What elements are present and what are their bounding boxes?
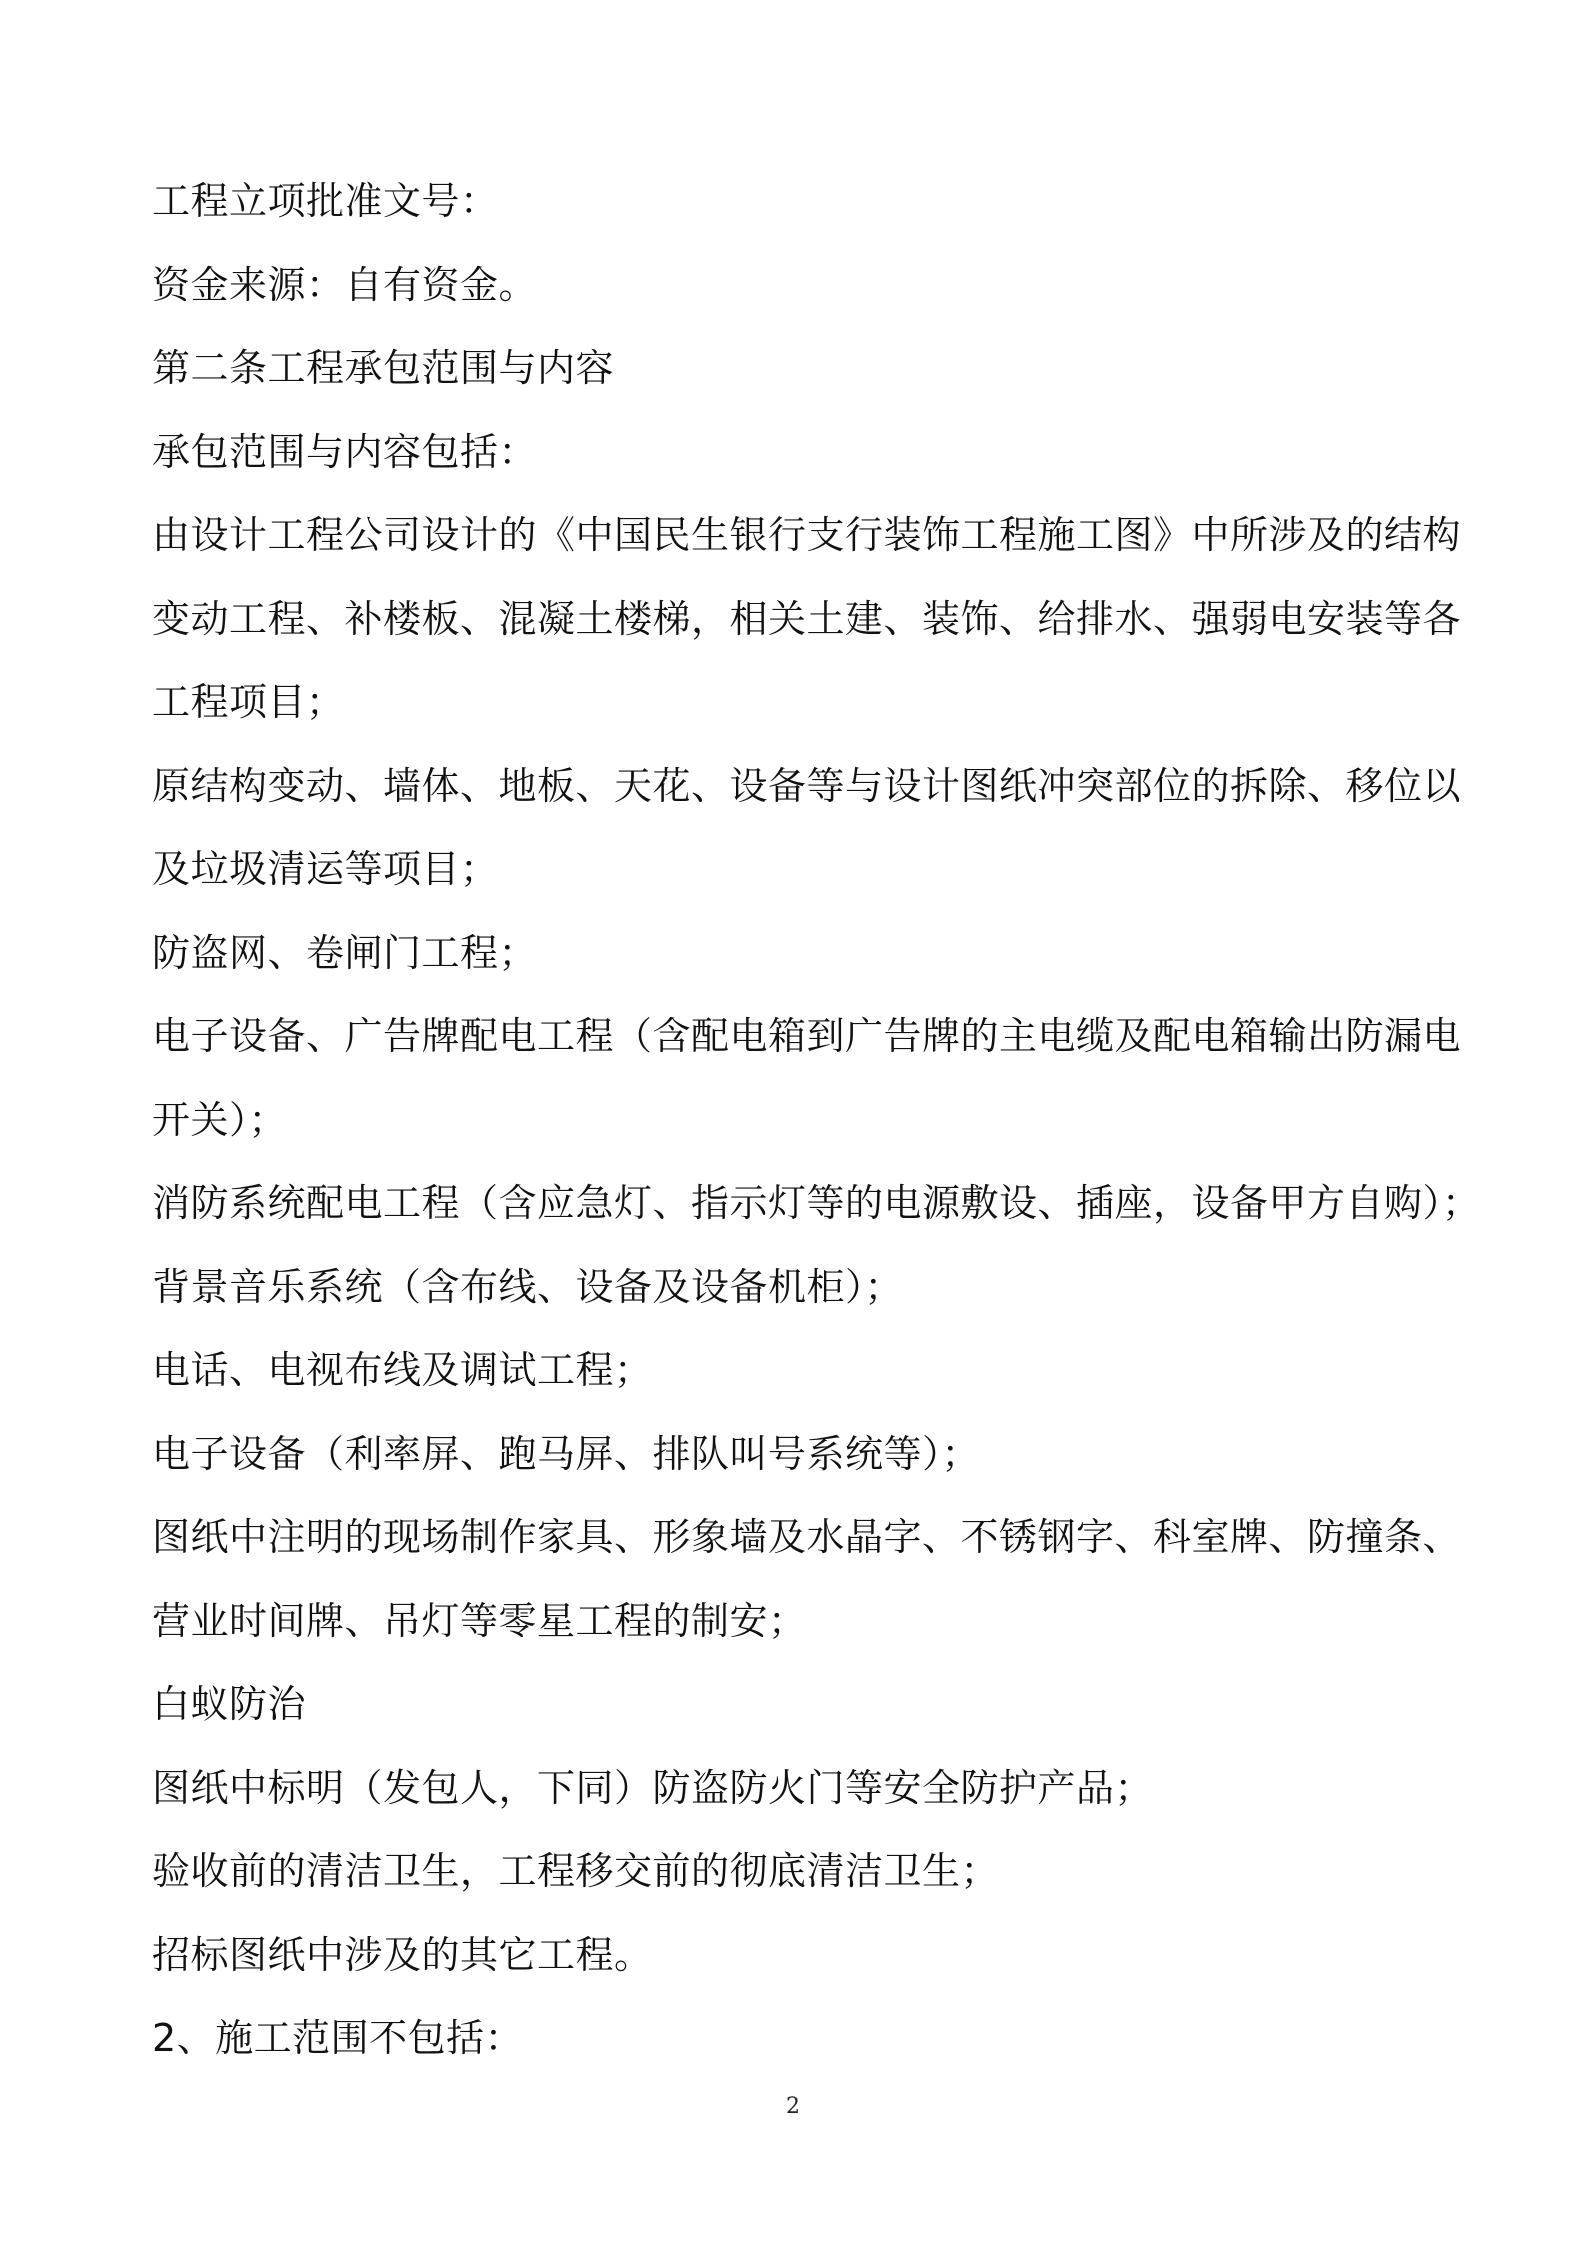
text-line: 2、施工范围不包括：: [152, 2016, 524, 2060]
text-line: 白蚁防治: [152, 1682, 307, 1726]
text-line: 营业时间牌、吊灯等零星工程的制安；: [152, 1598, 807, 1643]
text-line: 资金来源：自有资金。: [152, 262, 538, 307]
text-line: 开关）；: [152, 1097, 288, 1142]
text-line: 图纸中标明（发包人，下同）防盗防火门等安全防护产品；: [152, 1765, 1154, 1810]
text-line: 由设计工程公司设计的《中国民生银行支行装饰工程施工图》中所涉及的结构: [152, 513, 1462, 557]
section-heading: 第二条工程承包范围与内容: [152, 346, 615, 390]
text-line: 工程立项批准文号：: [152, 179, 499, 223]
text-line: 电子设备（利率屏、跑马屏、排队叫号系统等）；: [152, 1431, 981, 1476]
text-line: 招标图纸中涉及的其它工程。: [152, 1932, 653, 1977]
text-line: 防盗网、卷闸门工程；: [152, 930, 538, 975]
text-line: 及垃圾清运等项目；: [152, 847, 499, 891]
text-line: 工程项目；: [152, 680, 345, 724]
text-line: 图纸中注明的现场制作家具、形象墙及水晶字、不锈钢字、科室牌、防撞条、: [152, 1515, 1462, 1559]
text-line: 消防系统配电工程（含应急灯、指示灯等的电源敷设、插座，设备甲方自购）；: [152, 1181, 1481, 1225]
page-number: 2: [786, 2094, 800, 2119]
text-line: 原结构变动、墙体、地板、天花、设备等与设计图纸冲突部位的拆除、移位以: [152, 763, 1462, 808]
text-line: 背景音乐系统（含布线、设备及设备机柜）；: [152, 1264, 904, 1309]
text-line: 验收前的清洁卫生，工程移交前的彻底清洁卫生；: [152, 1849, 1000, 1893]
document-body: [152, 160, 1481, 2081]
text-line: 变动工程、补楼板、混凝土楼梯，相关土建、装饰、给排水、强弱电安装等各: [152, 596, 1462, 641]
text-line: 承包范围与内容包括：: [152, 429, 538, 474]
text-line: 电话、电视布线及调试工程；: [152, 1348, 653, 1392]
text-line: 电子设备、广告牌配电工程（含配电箱到广告牌的主电缆及配电箱输出防漏电: [152, 1014, 1462, 1058]
